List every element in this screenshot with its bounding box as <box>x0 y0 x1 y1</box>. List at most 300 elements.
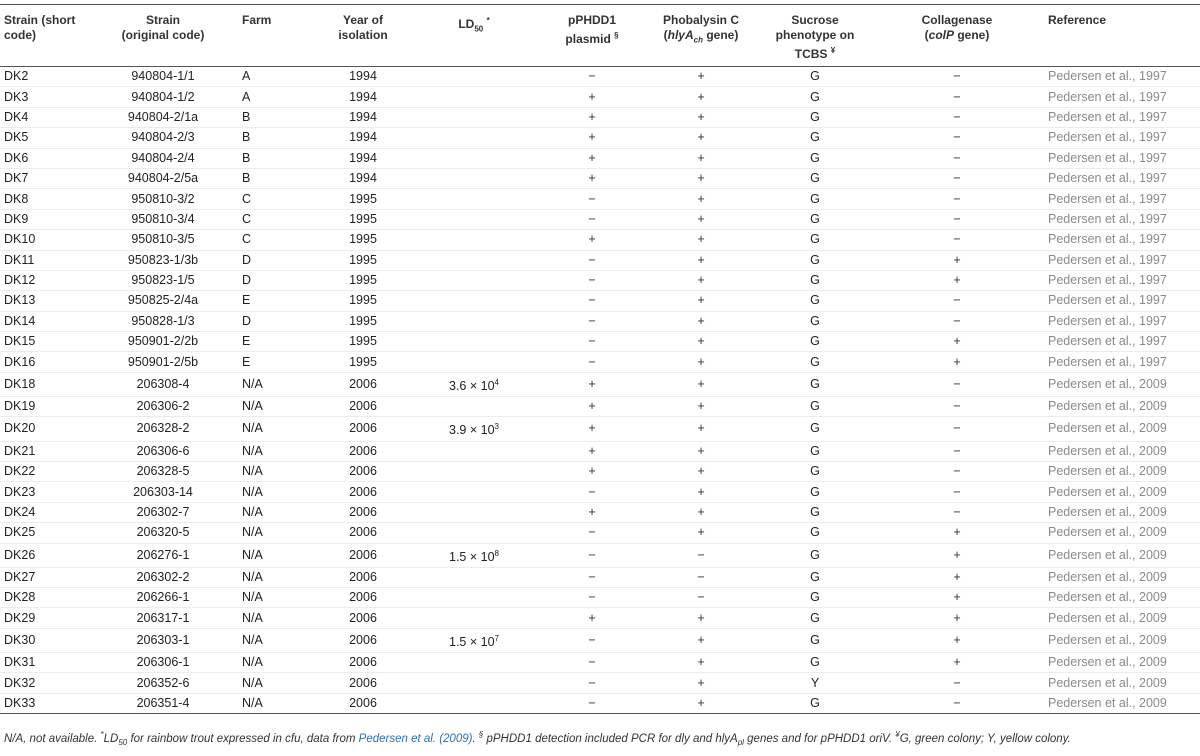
cell-farm: D <box>238 270 320 290</box>
cell-phobalysin: + <box>642 673 760 693</box>
cell-strain-original: 206320-5 <box>88 523 238 543</box>
cell-ld50 <box>406 588 542 608</box>
header-year: Year of isolation <box>320 5 406 67</box>
cell-plasmid: − <box>542 653 642 673</box>
cell-reference[interactable]: Pedersen et al., 1997 <box>1044 270 1200 290</box>
cell-strain-original: 206266-1 <box>88 588 238 608</box>
cell-sucrose: G <box>760 693 870 713</box>
cell-collagenase: − <box>870 168 1044 188</box>
cell-ld50 <box>406 653 542 673</box>
cell-reference[interactable]: Pedersen et al., 1997 <box>1044 67 1200 87</box>
cell-strain-original: 950901-2/2b <box>88 332 238 352</box>
cell-plasmid: − <box>542 482 642 502</box>
cell-strain-short: DK8 <box>0 189 88 209</box>
cell-plasmid: + <box>542 87 642 107</box>
cell-plasmid: + <box>542 230 642 250</box>
cell-plasmid: + <box>542 168 642 188</box>
cell-strain-short: DK13 <box>0 291 88 311</box>
cell-year: 2006 <box>320 502 406 522</box>
cell-reference[interactable]: Pedersen et al., 2009 <box>1044 482 1200 502</box>
cell-reference[interactable]: Pedersen et al., 2009 <box>1044 653 1200 673</box>
cell-sucrose: G <box>760 352 870 372</box>
cell-sucrose: G <box>760 332 870 352</box>
cell-strain-original: 950901-2/5b <box>88 352 238 372</box>
cell-phobalysin: + <box>642 372 760 396</box>
cell-strain-original: 206352-6 <box>88 673 238 693</box>
cell-collagenase: + <box>870 567 1044 587</box>
cell-strain-short: DK7 <box>0 168 88 188</box>
cell-year: 1995 <box>320 332 406 352</box>
header-reference: Reference <box>1044 5 1200 67</box>
cell-year: 1995 <box>320 250 406 270</box>
cell-collagenase: − <box>870 67 1044 87</box>
table-row <box>0 230 1200 250</box>
cell-reference[interactable]: Pedersen et al., 1997 <box>1044 107 1200 127</box>
cell-strain-original: 206317-1 <box>88 608 238 628</box>
cell-strain-original: 940804-1/1 <box>88 67 238 87</box>
table-row <box>0 482 1200 502</box>
cell-farm: A <box>238 67 320 87</box>
cell-ld50 <box>406 270 542 290</box>
table-row <box>0 291 1200 311</box>
cell-sucrose: G <box>760 567 870 587</box>
cell-strain-original: 206302-7 <box>88 502 238 522</box>
cell-phobalysin: + <box>642 523 760 543</box>
cell-phobalysin: + <box>642 417 760 441</box>
cell-collagenase: − <box>870 461 1044 481</box>
cell-collagenase: + <box>870 628 1044 652</box>
cell-phobalysin: + <box>642 653 760 673</box>
cell-ld50 <box>406 87 542 107</box>
cell-year: 2006 <box>320 608 406 628</box>
header-ld50: $LD_{50}$ * <box>406 5 542 67</box>
cell-collagenase: − <box>870 417 1044 441</box>
cell-plasmid: − <box>542 67 642 87</box>
cell-sucrose: G <box>760 628 870 652</box>
cell-phobalysin: + <box>642 332 760 352</box>
cell-sucrose: G <box>760 270 870 290</box>
table-row <box>0 189 1200 209</box>
cell-collagenase: − <box>870 693 1044 713</box>
cell-reference[interactable]: Pedersen et al., 1997 <box>1044 311 1200 331</box>
cell-year: 2006 <box>320 397 406 417</box>
cell-year: 1994 <box>320 168 406 188</box>
cell-strain-original: 950823-1/3b <box>88 250 238 270</box>
cell-strain-original: 950810-3/2 <box>88 189 238 209</box>
header-phobalysin: Phobalysin C (hlyA$_{ch}$ gene) <box>642 5 760 67</box>
cell-strain-short: DK24 <box>0 502 88 522</box>
cell-strain-original: 206303-14 <box>88 482 238 502</box>
citation-link[interactable]: Pedersen et al. (2009) <box>358 732 473 745</box>
cell-farm: N/A <box>238 461 320 481</box>
cell-year: 2006 <box>320 567 406 587</box>
table-row <box>0 441 1200 461</box>
cell-collagenase: − <box>870 397 1044 417</box>
cell-reference[interactable]: Pedersen et al., 1997 <box>1044 189 1200 209</box>
cell-strain-original: 206306-6 <box>88 441 238 461</box>
cell-collagenase: − <box>870 87 1044 107</box>
cell-plasmid: − <box>542 270 642 290</box>
cell-sucrose: G <box>760 653 870 673</box>
cell-strain-short: DK11 <box>0 250 88 270</box>
cell-farm: N/A <box>238 417 320 441</box>
cell-strain-short: DK27 <box>0 567 88 587</box>
cell-collagenase: − <box>870 372 1044 396</box>
cell-strain-original: 950810-3/4 <box>88 209 238 229</box>
table-row <box>0 311 1200 331</box>
cell-farm: B <box>238 107 320 127</box>
cell-collagenase: − <box>870 230 1044 250</box>
cell-sucrose: G <box>760 87 870 107</box>
cell-ld50 <box>406 482 542 502</box>
table-row <box>0 397 1200 417</box>
cell-phobalysin: + <box>642 209 760 229</box>
cell-phobalysin: + <box>642 628 760 652</box>
cell-strain-short: DK22 <box>0 461 88 481</box>
cell-strain-original: 206351-4 <box>88 693 238 713</box>
cell-phobalysin: + <box>642 189 760 209</box>
table-row <box>0 502 1200 522</box>
cell-reference[interactable]: Pedersen et al., 2009 <box>1044 693 1200 713</box>
cell-phobalysin: + <box>642 608 760 628</box>
cell-reference[interactable]: Pedersen et al., 2009 <box>1044 417 1200 441</box>
cell-strain-original: 206302-2 <box>88 567 238 587</box>
cell-strain-short: DK33 <box>0 693 88 713</box>
cell-ld50 <box>406 107 542 127</box>
cell-year: 1995 <box>320 189 406 209</box>
cell-plasmid: − <box>542 673 642 693</box>
cell-collagenase: − <box>870 148 1044 168</box>
cell-sucrose: G <box>760 209 870 229</box>
cell-reference[interactable]: Pedersen et al., 2009 <box>1044 441 1200 461</box>
cell-farm: N/A <box>238 693 320 713</box>
cell-reference[interactable]: Pedersen et al., 1997 <box>1044 250 1200 270</box>
cell-strain-original: 206308-4 <box>88 372 238 396</box>
cell-reference[interactable]: Pedersen et al., 1997 <box>1044 209 1200 229</box>
cell-plasmid: + <box>542 372 642 396</box>
cell-farm: N/A <box>238 567 320 587</box>
cell-reference[interactable]: Pedersen et al., 2009 <box>1044 543 1200 567</box>
cell-sucrose: G <box>760 291 870 311</box>
cell-year: 1995 <box>320 311 406 331</box>
cell-reference[interactable]: Pedersen et al., 1997 <box>1044 87 1200 107</box>
cell-ld50 <box>406 441 542 461</box>
cell-farm: N/A <box>238 523 320 543</box>
header-strain-original: Strain (original code) <box>88 5 238 67</box>
cell-collagenase: − <box>870 311 1044 331</box>
cell-strain-short: DK10 <box>0 230 88 250</box>
table-row <box>0 352 1200 372</box>
cell-reference[interactable]: Pedersen et al., 2009 <box>1044 628 1200 652</box>
cell-collagenase: + <box>870 250 1044 270</box>
cell-plasmid: + <box>542 148 642 168</box>
cell-farm: C <box>238 230 320 250</box>
cell-year: 2006 <box>320 482 406 502</box>
cell-year: 2006 <box>320 372 406 396</box>
cell-plasmid: − <box>542 250 642 270</box>
cell-sucrose: Y <box>760 673 870 693</box>
cell-farm: E <box>238 352 320 372</box>
cell-plasmid: − <box>542 332 642 352</box>
header-farm: Farm <box>238 5 320 67</box>
cell-strain-short: DK5 <box>0 128 88 148</box>
cell-plasmid: + <box>542 107 642 127</box>
cell-farm: N/A <box>238 653 320 673</box>
cell-strain-short: DK31 <box>0 653 88 673</box>
cell-strain-original: 206328-2 <box>88 417 238 441</box>
cell-collagenase: + <box>870 543 1044 567</box>
cell-reference[interactable]: Pedersen et al., 2009 <box>1044 567 1200 587</box>
header-plasmid: pPHDD1 plasmid § <box>542 5 642 67</box>
cell-plasmid: − <box>542 189 642 209</box>
cell-strain-short: DK21 <box>0 441 88 461</box>
cell-strain-short: DK25 <box>0 523 88 543</box>
cell-reference[interactable]: Pedersen et al., 2009 <box>1044 608 1200 628</box>
cell-year: 2006 <box>320 673 406 693</box>
table-row <box>0 608 1200 628</box>
cell-ld50 <box>406 567 542 587</box>
cell-year: 2006 <box>320 693 406 713</box>
cell-collagenase: − <box>870 189 1044 209</box>
strain-table <box>0 4 1200 714</box>
cell-plasmid: − <box>542 352 642 372</box>
cell-strain-short: DK16 <box>0 352 88 372</box>
cell-collagenase: − <box>870 673 1044 693</box>
cell-strain-short: DK23 <box>0 482 88 502</box>
cell-farm: B <box>238 148 320 168</box>
header-strain-short: Strain (short code) <box>0 5 88 67</box>
cell-farm: N/A <box>238 502 320 522</box>
cell-sucrose: G <box>760 482 870 502</box>
cell-strain-short: DK12 <box>0 270 88 290</box>
cell-phobalysin: + <box>642 270 760 290</box>
table-body <box>0 67 1200 714</box>
cell-ld50 <box>406 67 542 87</box>
cell-strain-original: 940804-1/2 <box>88 87 238 107</box>
table-row <box>0 673 1200 693</box>
cell-phobalysin: + <box>642 482 760 502</box>
cell-ld50 <box>406 523 542 543</box>
cell-collagenase: − <box>870 209 1044 229</box>
cell-strain-original: 950810-3/5 <box>88 230 238 250</box>
cell-sucrose: G <box>760 502 870 522</box>
cell-sucrose: G <box>760 608 870 628</box>
cell-year: 2006 <box>320 523 406 543</box>
cell-ld50: $3.6 \times 10^4$ <box>406 372 542 396</box>
cell-collagenase: − <box>870 107 1044 127</box>
table-row <box>0 628 1200 652</box>
table-row <box>0 332 1200 352</box>
cell-strain-original: 940804-2/3 <box>88 128 238 148</box>
cell-sucrose: G <box>760 372 870 396</box>
cell-sucrose: G <box>760 230 870 250</box>
cell-phobalysin: + <box>642 107 760 127</box>
cell-strain-original: 206303-1 <box>88 628 238 652</box>
table-header <box>0 5 1200 67</box>
cell-farm: N/A <box>238 628 320 652</box>
cell-ld50 <box>406 608 542 628</box>
cell-reference[interactable]: Pedersen et al., 2009 <box>1044 673 1200 693</box>
cell-plasmid: + <box>542 608 642 628</box>
cell-farm: B <box>238 128 320 148</box>
cell-reference[interactable]: Pedersen et al., 2009 <box>1044 461 1200 481</box>
cell-ld50 <box>406 128 542 148</box>
table-row <box>0 372 1200 396</box>
cell-phobalysin: − <box>642 588 760 608</box>
cell-strain-original: 206328-5 <box>88 461 238 481</box>
cell-ld50 <box>406 352 542 372</box>
table-row <box>0 148 1200 168</box>
cell-reference[interactable]: Pedersen et al., 2009 <box>1044 502 1200 522</box>
cell-farm: E <box>238 291 320 311</box>
cell-farm: D <box>238 311 320 331</box>
cell-phobalysin: − <box>642 543 760 567</box>
cell-plasmid: − <box>542 523 642 543</box>
cell-year: 2006 <box>320 543 406 567</box>
cell-ld50 <box>406 332 542 352</box>
cell-plasmid: − <box>542 311 642 331</box>
cell-year: 1994 <box>320 148 406 168</box>
cell-ld50 <box>406 168 542 188</box>
cell-strain-short: DK18 <box>0 372 88 396</box>
cell-reference[interactable]: Pedersen et al., 2009 <box>1044 372 1200 396</box>
cell-strain-short: DK3 <box>0 87 88 107</box>
cell-phobalysin: + <box>642 250 760 270</box>
cell-farm: C <box>238 189 320 209</box>
cell-strain-short: DK4 <box>0 107 88 127</box>
table-row <box>0 270 1200 290</box>
cell-plasmid: − <box>542 209 642 229</box>
table-row <box>0 567 1200 587</box>
cell-ld50 <box>406 461 542 481</box>
cell-sucrose: G <box>760 67 870 87</box>
cell-collagenase: − <box>870 441 1044 461</box>
cell-strain-short: DK29 <box>0 608 88 628</box>
cell-farm: N/A <box>238 397 320 417</box>
cell-sucrose: G <box>760 189 870 209</box>
cell-collagenase: − <box>870 128 1044 148</box>
table-row <box>0 588 1200 608</box>
cell-plasmid: + <box>542 397 642 417</box>
cell-phobalysin: + <box>642 693 760 713</box>
cell-sucrose: G <box>760 461 870 481</box>
cell-strain-original: 940804-2/1a <box>88 107 238 127</box>
cell-year: 1995 <box>320 352 406 372</box>
cell-reference[interactable]: Pedersen et al., 2009 <box>1044 588 1200 608</box>
cell-collagenase: − <box>870 291 1044 311</box>
cell-plasmid: + <box>542 461 642 481</box>
table-row <box>0 209 1200 229</box>
cell-reference[interactable]: Pedersen et al., 2009 <box>1044 397 1200 417</box>
cell-ld50 <box>406 673 542 693</box>
cell-ld50 <box>406 397 542 417</box>
cell-collagenase: + <box>870 352 1044 372</box>
cell-plasmid: + <box>542 128 642 148</box>
cell-reference[interactable]: Pedersen et al., 1997 <box>1044 352 1200 372</box>
cell-farm: N/A <box>238 372 320 396</box>
cell-year: 2006 <box>320 628 406 652</box>
cell-plasmid: − <box>542 291 642 311</box>
cell-phobalysin: + <box>642 67 760 87</box>
cell-strain-original: 206276-1 <box>88 543 238 567</box>
cell-ld50 <box>406 311 542 331</box>
cell-strain-original: 206306-1 <box>88 653 238 673</box>
cell-sucrose: G <box>760 148 870 168</box>
cell-sucrose: G <box>760 107 870 127</box>
cell-phobalysin: + <box>642 502 760 522</box>
table-row <box>0 168 1200 188</box>
cell-collagenase: + <box>870 523 1044 543</box>
cell-year: 2006 <box>320 417 406 441</box>
cell-strain-short: DK9 <box>0 209 88 229</box>
cell-ld50 <box>406 250 542 270</box>
cell-sucrose: G <box>760 311 870 331</box>
cell-year: 1995 <box>320 291 406 311</box>
cell-ld50 <box>406 693 542 713</box>
cell-ld50 <box>406 502 542 522</box>
cell-reference[interactable]: Pedersen et al., 1997 <box>1044 332 1200 352</box>
cell-phobalysin: + <box>642 397 760 417</box>
cell-ld50: $3.9 \times 10^3$ <box>406 417 542 441</box>
table-footnote: N/A, not available. $^*LD_{50}$ for rainbow trout expressed in cfu, data from Pedersen et al. (2009). § pPHDD1 detection included PCR for dly and hlyA$_{pl}$ genes and for pPHDD1 oriV. ¥G, green colony; Y, yellow colony. <box>4 730 1071 748</box>
cell-ld50 <box>406 148 542 168</box>
cell-plasmid: − <box>542 543 642 567</box>
table-row <box>0 87 1200 107</box>
cell-strain-original: 950828-1/3 <box>88 311 238 331</box>
cell-reference[interactable]: Pedersen et al., 1997 <box>1044 128 1200 148</box>
cell-reference[interactable]: Pedersen et al., 1997 <box>1044 168 1200 188</box>
cell-ld50 <box>406 189 542 209</box>
table-row <box>0 653 1200 673</box>
cell-strain-short: DK15 <box>0 332 88 352</box>
header-sucrose: Sucrose phenotype on TCBS ¥ <box>760 5 870 67</box>
cell-phobalysin: − <box>642 567 760 587</box>
cell-year: 1994 <box>320 67 406 87</box>
cell-collagenase: + <box>870 270 1044 290</box>
cell-year: 2006 <box>320 441 406 461</box>
cell-ld50 <box>406 209 542 229</box>
table-row <box>0 523 1200 543</box>
cell-reference[interactable]: Pedersen et al., 1997 <box>1044 148 1200 168</box>
cell-sucrose: G <box>760 250 870 270</box>
cell-year: 1995 <box>320 230 406 250</box>
cell-farm: A <box>238 87 320 107</box>
table-row <box>0 693 1200 713</box>
cell-sucrose: G <box>760 441 870 461</box>
cell-plasmid: − <box>542 588 642 608</box>
cell-year: 2006 <box>320 461 406 481</box>
cell-plasmid: + <box>542 502 642 522</box>
cell-phobalysin: + <box>642 441 760 461</box>
cell-plasmid: − <box>542 567 642 587</box>
cell-phobalysin: + <box>642 461 760 481</box>
cell-year: 2006 <box>320 588 406 608</box>
table-row <box>0 461 1200 481</box>
cell-farm: D <box>238 250 320 270</box>
cell-collagenase: − <box>870 482 1044 502</box>
cell-collagenase: + <box>870 332 1044 352</box>
cell-reference[interactable]: Pedersen et al., 1997 <box>1044 291 1200 311</box>
cell-reference[interactable]: Pedersen et al., 2009 <box>1044 523 1200 543</box>
cell-collagenase: + <box>870 653 1044 673</box>
cell-collagenase: + <box>870 588 1044 608</box>
cell-strain-short: DK32 <box>0 673 88 693</box>
cell-strain-short: DK30 <box>0 628 88 652</box>
cell-farm: C <box>238 209 320 229</box>
cell-reference[interactable]: Pedersen et al., 1997 <box>1044 230 1200 250</box>
table-row <box>0 250 1200 270</box>
cell-phobalysin: + <box>642 168 760 188</box>
